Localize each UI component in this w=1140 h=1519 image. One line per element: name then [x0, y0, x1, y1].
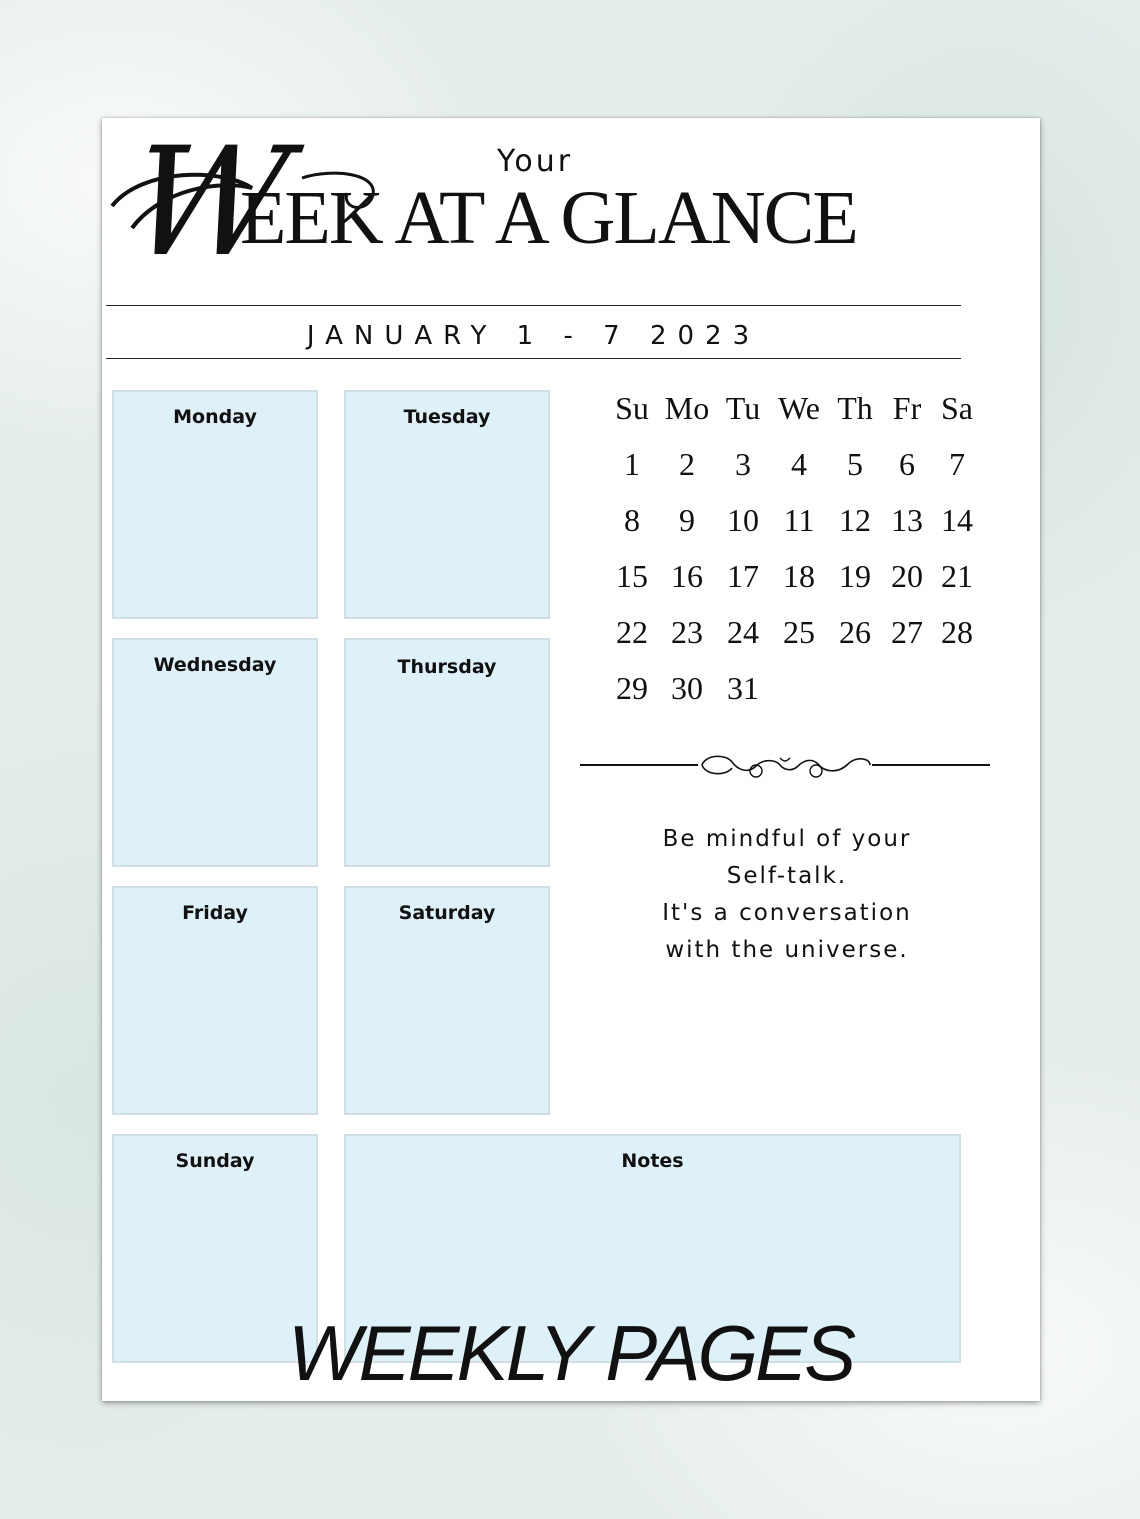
calendar-day: 30 [671, 670, 703, 706]
day-box-saturday[interactable] [344, 886, 550, 1115]
calendar-day: 24 [727, 614, 759, 650]
header-rule-bottom [106, 358, 961, 359]
calendar-day: 11 [783, 502, 815, 538]
calendar-day: 4 [791, 446, 807, 482]
calendar-day: 17 [727, 558, 759, 594]
quote-line: Self-talk. [726, 863, 848, 889]
calendar-day: 2 [679, 446, 695, 482]
calendar-day: 27 [891, 614, 923, 650]
day-label: Sunday [175, 1150, 255, 1172]
calendar-day: 1 [624, 446, 640, 482]
calendar-day: 18 [783, 558, 815, 594]
calendar-day: 8 [624, 502, 640, 538]
day-label: Wednesday [153, 654, 277, 676]
calendar-day: 20 [891, 558, 923, 594]
calendar-day: 7 [949, 446, 965, 482]
day-box-tuesday[interactable] [344, 390, 550, 619]
date-range: JANUARY 1 - 7 2023 [306, 321, 761, 351]
calendar-day: 29 [616, 670, 648, 706]
weekday-header: Tu [725, 390, 761, 426]
calendar-day: 26 [839, 614, 871, 650]
day-box-friday[interactable] [112, 886, 318, 1115]
day-label: Thursday [397, 656, 497, 678]
calendar-day: 28 [941, 614, 973, 650]
weekday-header: Sa [941, 390, 973, 426]
calendar-day: 15 [616, 558, 648, 594]
notes-label: Notes [621, 1150, 684, 1172]
calendar-day: 10 [727, 502, 759, 538]
header-rule-top [106, 305, 961, 306]
planner-page [102, 118, 1040, 1401]
calendar-day: 19 [839, 558, 871, 594]
weekday-header: Th [837, 390, 873, 426]
day-label: Tuesday [403, 406, 491, 428]
title-your: Your [497, 144, 574, 179]
day-box-wednesday[interactable] [112, 638, 318, 867]
calendar-day: 14 [941, 502, 973, 538]
calendar-day: 16 [671, 558, 703, 594]
calendar-day: 21 [941, 558, 973, 594]
flourish-divider-icon [580, 746, 990, 786]
calendar-day: 5 [847, 446, 863, 482]
calendar-day: 12 [839, 502, 871, 538]
calendar-day: 3 [735, 446, 751, 482]
day-box-thursday[interactable] [344, 638, 550, 867]
day-label: Monday [173, 406, 257, 428]
day-label: Saturday [398, 902, 496, 924]
quote-line: with the universe. [665, 937, 909, 963]
day-label: Friday [182, 902, 248, 924]
calendar-day: 9 [679, 502, 695, 538]
calendar-day: 23 [671, 614, 703, 650]
calendar-day: 22 [616, 614, 648, 650]
calendar-day: 13 [891, 502, 923, 538]
weekly-pages-caption: WEEKLY PAGES [288, 1309, 854, 1397]
weekday-header: Mo [664, 390, 710, 426]
weekday-header: Fr [892, 390, 922, 426]
calendar-day: 25 [783, 614, 815, 650]
affirmation-quote [582, 821, 992, 969]
calendar-day: 6 [899, 446, 915, 482]
weekday-header: We [778, 390, 820, 426]
day-box-monday[interactable] [112, 390, 318, 619]
page-title: EEK AT A GLANCE [240, 176, 857, 260]
title-initial-w: W [119, 116, 299, 290]
weekday-header: Su [615, 390, 649, 426]
quote-line: It's a conversation [662, 900, 912, 926]
calendar-day: 31 [727, 670, 759, 706]
quote-line: Be mindful of your [662, 826, 912, 852]
